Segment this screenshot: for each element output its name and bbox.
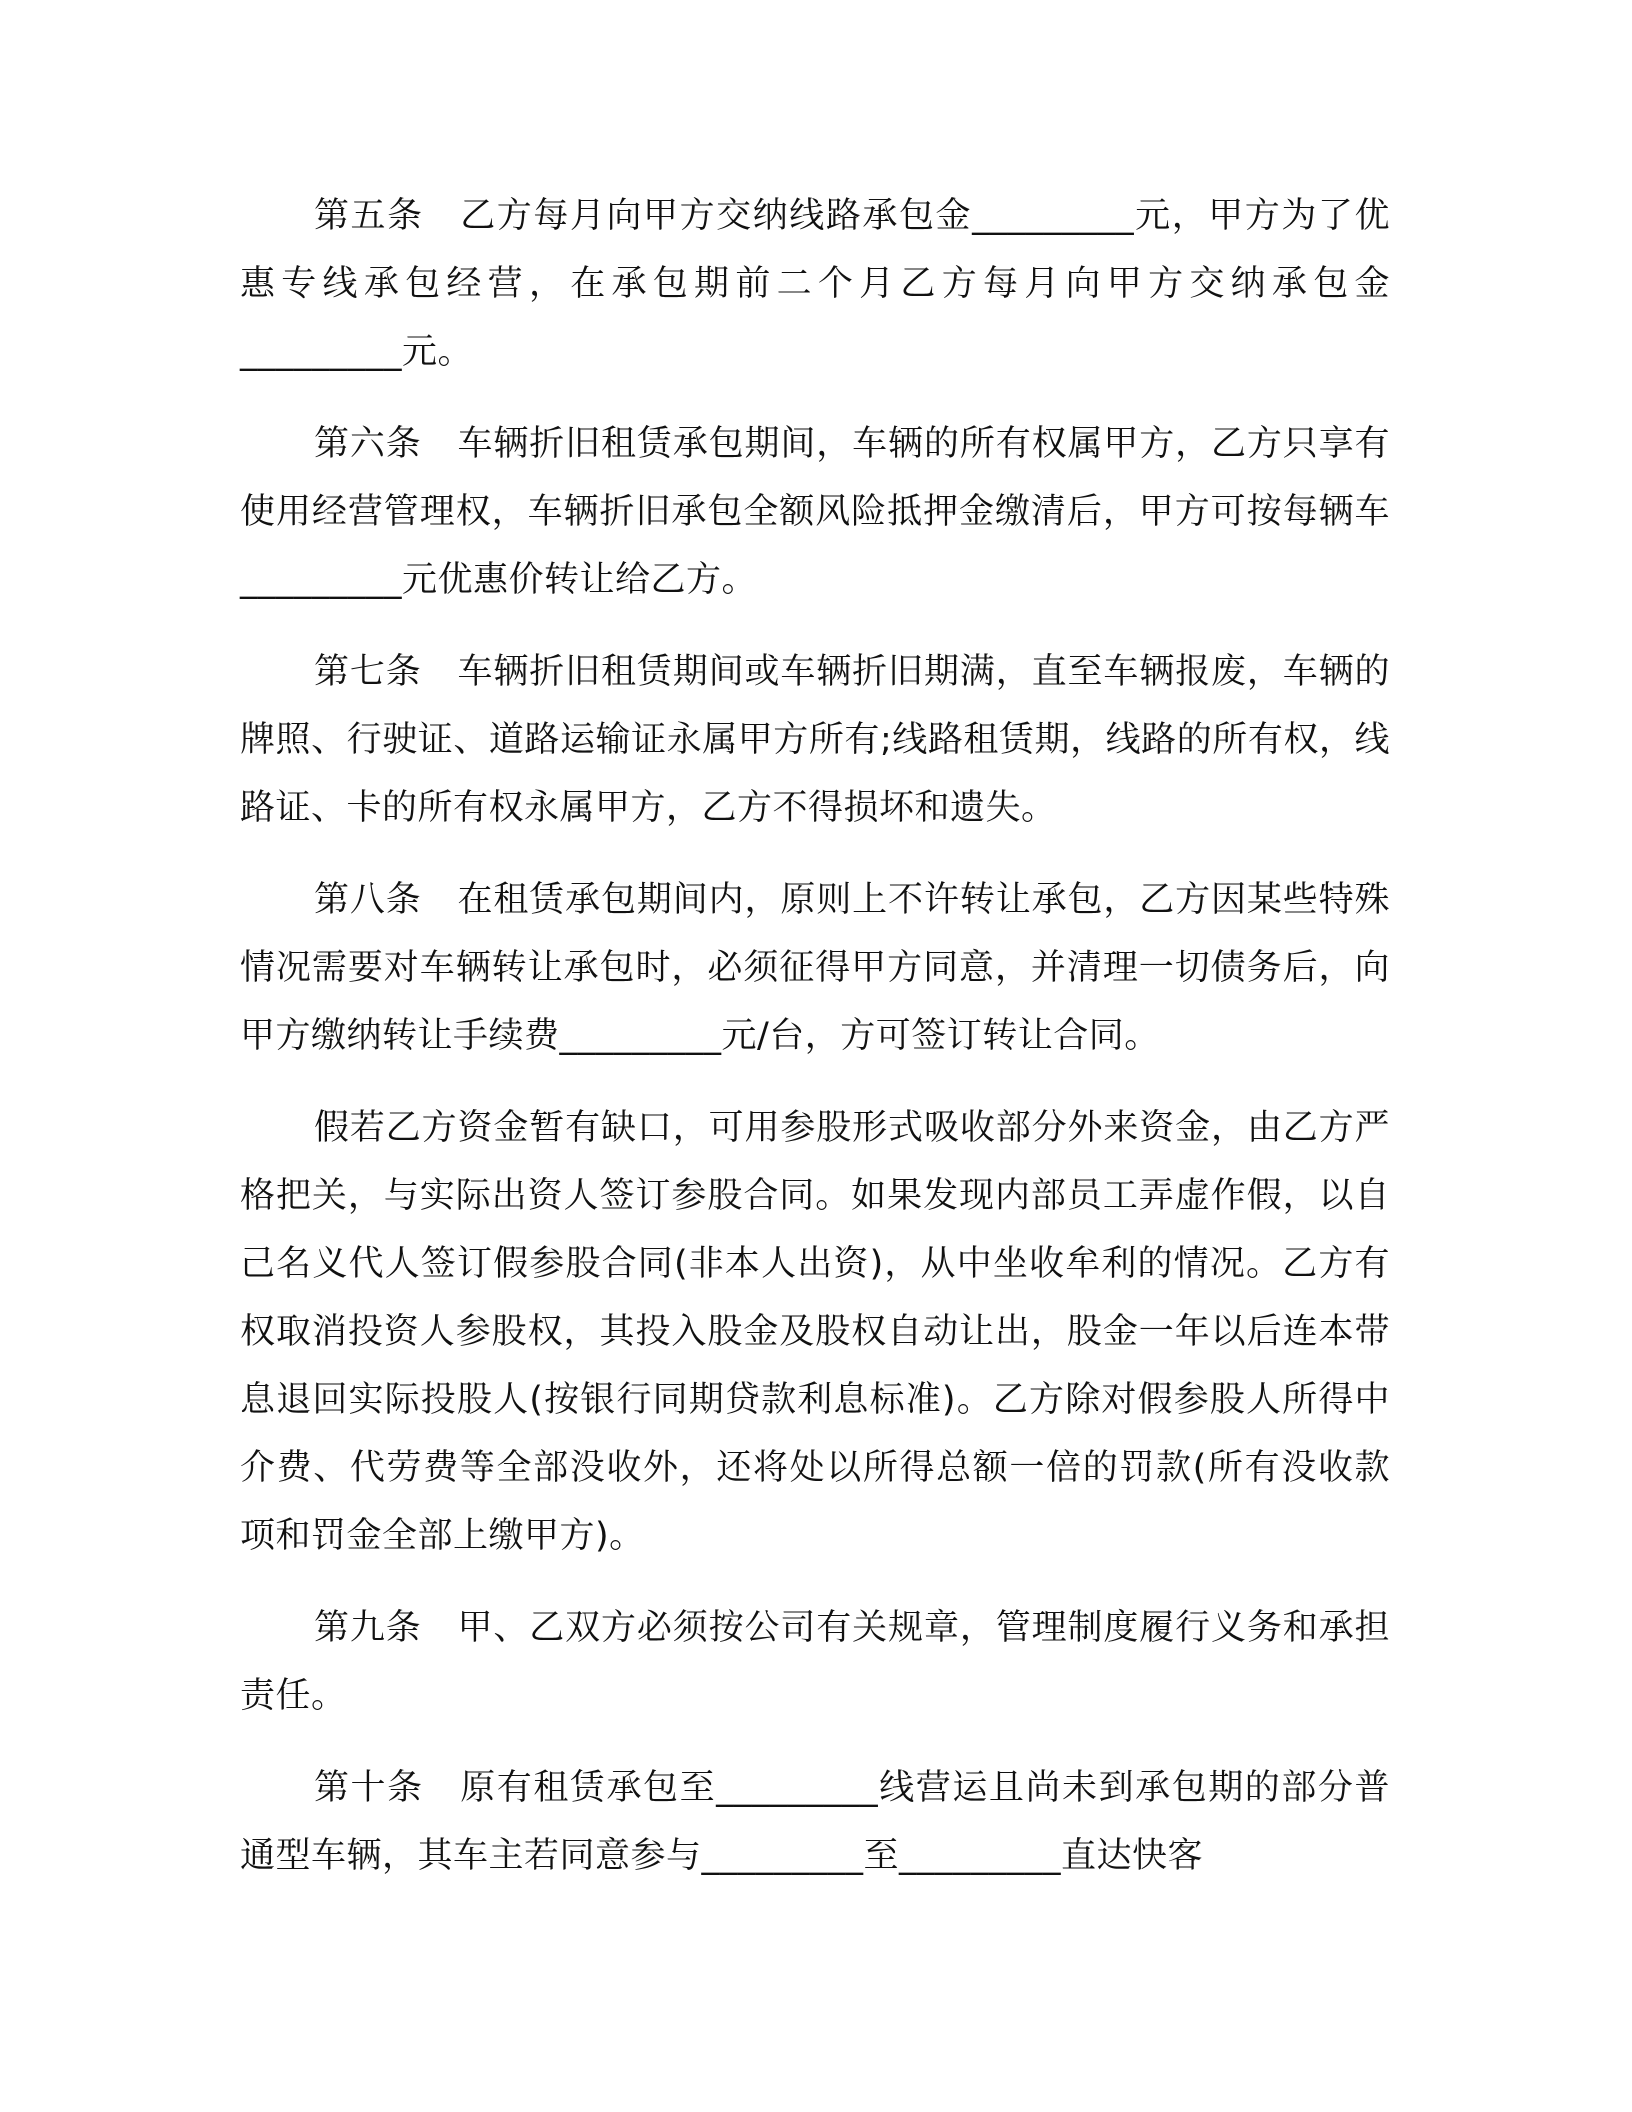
clause-6: 第六条 车辆折旧租赁承包期间，车辆的所有权属甲方，乙方只享有使用经营管理权，车辆折旧承包全额风险抵押金缴清后，甲方可按每辆车_________元优惠价转让给乙方。	[240, 424, 1390, 600]
clause-8-supplement: 假若乙方资金暂有缺口，可用参股形式吸收部分外来资金，由乙方严格把关，与实际出资人签订参股合同。如果发现内部员工弄虚作假，以自己名义代人签订假参股合同(非本人出资)，从中坐收牟利的情况。乙方有权取消投资人参股权，其投入股金及股权自动让出，股金一年以后连本带息退回实际投股人(按银行同期贷款利息标准)。乙方除对假参股人所得中介费、代劳费等全部没收外，还将处以所得总额一倍的罚款(所有没收款项和罚金全部上缴甲方)。	[240, 1108, 1390, 1556]
clause-5: 第五条 乙方每月向甲方交纳线路承包金_________元，甲方为了优惠专线承包经营，在承包期前二个月乙方每月向甲方交纳承包金_________元。	[240, 196, 1390, 372]
clause-7: 第七条 车辆折旧租赁期间或车辆折旧期满，直至车辆报废，车辆的牌照、行驶证、道路运输证永属甲方所有;线路租赁期，线路的所有权，线路证、卡的所有权永属甲方，乙方不得损坏和遗失。	[240, 652, 1390, 828]
clause-8: 第八条 在租赁承包期间内，原则上不许转让承包，乙方因某些特殊情况需要对车辆转让承包时，必须征得甲方同意，并清理一切债务后，向甲方缴纳转让手续费_________元/台，方可签订转让合同。	[240, 880, 1390, 1056]
clause-10: 第十条 原有租赁承包至_________线营运且尚未到承包期的部分普通型车辆，其车主若同意参与_________至_________直达快客	[240, 1768, 1390, 1876]
clause-9: 第九条 甲、乙双方必须按公司有关规章，管理制度履行义务和承担责任。	[240, 1608, 1390, 1716]
document-body	[240, 182, 1390, 1914]
